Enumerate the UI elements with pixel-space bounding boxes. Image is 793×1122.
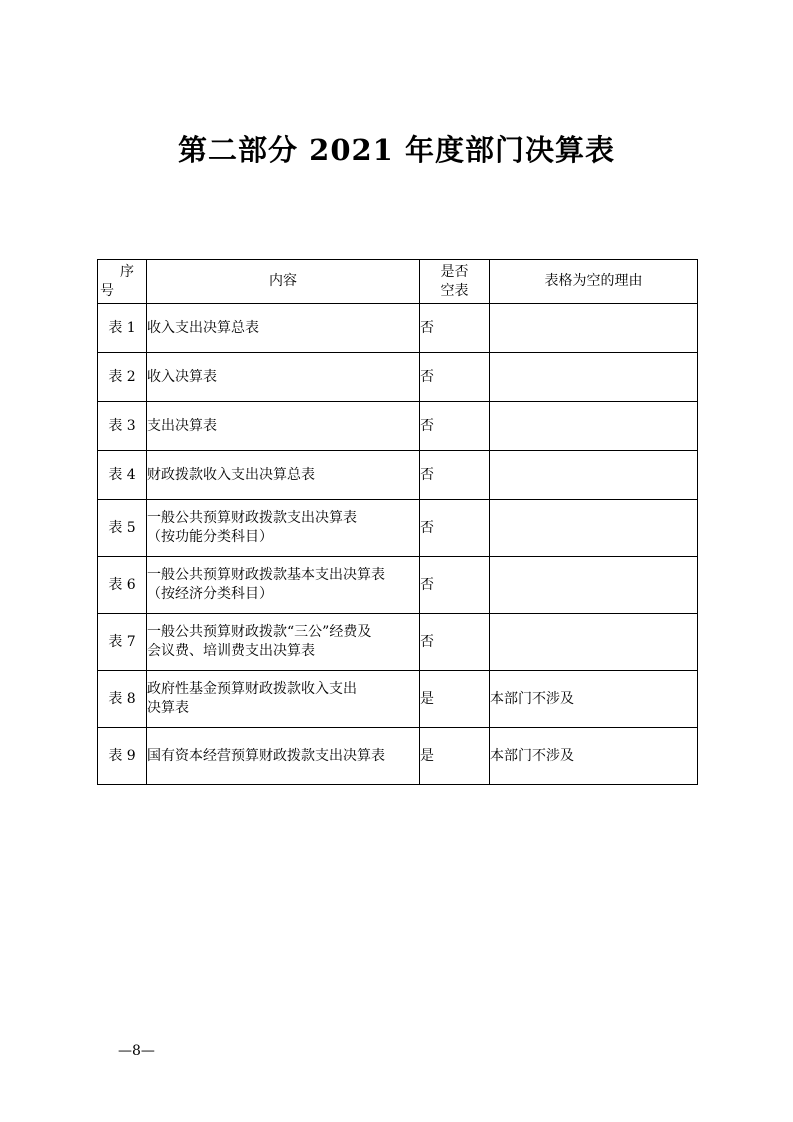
row-content xyxy=(147,451,420,500)
table-row xyxy=(98,614,698,671)
statement-list-table xyxy=(97,259,698,785)
row-seq: 表 9 xyxy=(98,728,147,785)
row-seq: 表 6 xyxy=(98,557,147,614)
row-is-empty: 是 xyxy=(420,671,490,728)
row-seq: 表 1 xyxy=(98,304,147,353)
row-seq: 表 3 xyxy=(98,402,147,451)
row-empty-reason: 本部门不涉及 xyxy=(490,728,698,785)
row-empty-reason xyxy=(490,451,698,500)
row-content-line: 国有资本经营预算财政拨款支出决算表 xyxy=(147,747,385,764)
row-content-line: 会议费、培训费支出决算表 xyxy=(147,643,315,659)
row-content-line: （按经济分类科目） xyxy=(147,586,273,602)
page-title: 第二部分 2021 年度部门决算表 xyxy=(178,133,615,167)
row-is-empty: 否 xyxy=(420,402,490,451)
row-is-empty: 否 xyxy=(420,500,490,557)
header-is-empty-line2: 空表 xyxy=(440,282,469,299)
row-seq: 表 4 xyxy=(98,451,147,500)
row-content xyxy=(147,614,420,671)
row-content xyxy=(147,500,420,557)
row-is-empty: 否 xyxy=(420,614,490,671)
row-empty-reason xyxy=(490,353,698,402)
row-content xyxy=(147,557,420,614)
row-seq: 表 5 xyxy=(98,500,147,557)
table-row xyxy=(98,353,698,402)
row-content xyxy=(147,402,420,451)
row-content-line: （按功能分类科目） xyxy=(147,529,273,545)
row-is-empty: 否 xyxy=(420,304,490,353)
row-content-line: 一般公共预算财政拨款基本支出决算表 xyxy=(147,567,385,583)
row-content xyxy=(147,728,420,785)
row-content xyxy=(147,353,420,402)
row-content-line: 收入决算表 xyxy=(147,368,217,385)
page-number: —8— xyxy=(118,1043,155,1059)
table-row xyxy=(98,671,698,728)
row-content-line: 一般公共预算财政拨款“三公”经费及 xyxy=(147,624,372,640)
row-empty-reason xyxy=(490,500,698,557)
row-is-empty: 否 xyxy=(420,451,490,500)
row-content-line: 决算表 xyxy=(147,700,189,716)
row-content-line: 一般公共预算财政拨款支出决算表 xyxy=(147,510,357,526)
header-is-empty xyxy=(420,260,490,304)
table-row xyxy=(98,304,698,353)
row-empty-reason xyxy=(490,614,698,671)
row-content-line: 财政拨款收入支出决算总表 xyxy=(147,466,315,483)
table-row xyxy=(98,500,698,557)
row-content xyxy=(147,304,420,353)
table-header-row xyxy=(98,260,698,304)
row-empty-reason xyxy=(490,557,698,614)
table-body xyxy=(98,304,698,785)
row-content-line: 收入支出决算总表 xyxy=(147,319,259,336)
header-seq xyxy=(98,260,147,304)
row-empty-reason xyxy=(490,402,698,451)
row-empty-reason: 本部门不涉及 xyxy=(490,671,698,728)
row-seq: 表 2 xyxy=(98,353,147,402)
row-content-line: 支出决算表 xyxy=(147,417,217,434)
header-is-empty-line1: 是否 xyxy=(440,263,469,280)
table-row xyxy=(98,557,698,614)
row-content xyxy=(147,671,420,728)
header-content: 内容 xyxy=(147,260,420,304)
row-seq: 表 8 xyxy=(98,671,147,728)
table-row xyxy=(98,728,698,785)
row-empty-reason xyxy=(490,304,698,353)
row-is-empty: 否 xyxy=(420,557,490,614)
row-seq: 表 7 xyxy=(98,614,147,671)
table-row xyxy=(98,451,698,500)
header-seq-line2: 号 xyxy=(100,282,114,299)
row-content-line: 政府性基金预算财政拨款收入支出 xyxy=(147,681,357,697)
row-is-empty: 是 xyxy=(420,728,490,785)
header-seq-line1: 序 xyxy=(120,263,134,280)
header-empty-reason: 表格为空的理由 xyxy=(490,260,698,304)
table-row xyxy=(98,402,698,451)
row-is-empty: 否 xyxy=(420,353,490,402)
